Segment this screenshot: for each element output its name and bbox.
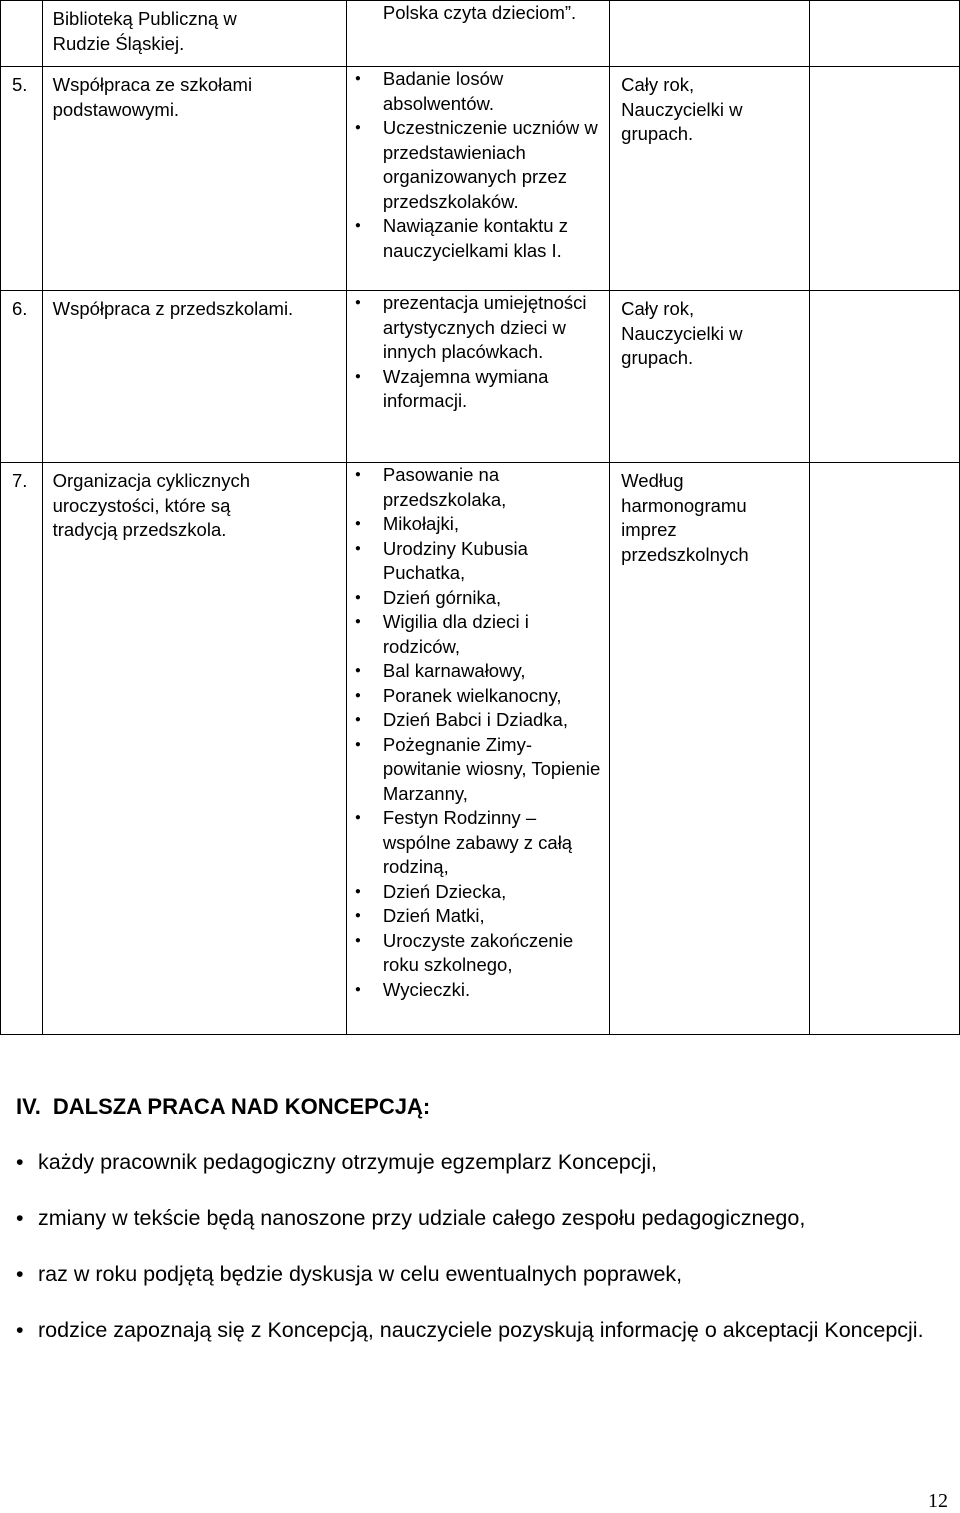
table-row [1,1,960,67]
activities-cell [346,1,609,67]
concept-item: • zmiany w tekście będą nanoszone przy udziale całego zespołu pedagogicznego, [16,1204,936,1233]
activities-list [347,1,609,26]
activity-item: ● Wzajemna wymiana informacji. [347,365,609,414]
timing-cell [610,463,809,1035]
task-text: Organizacja cyklicznych uroczystości, które są tradycją przedszkola. [52,470,251,540]
task-text: Współpraca ze szkołami podstawowymi. [52,74,253,120]
section-number: IV. [16,1094,41,1119]
section-heading [16,1092,936,1122]
activity-item: Polska czyta dzieciom”. [382,2,577,23]
activity-item: ● prezentacja umiejętności artystycznych dzieci w innych placówkach. [347,291,609,365]
activity-item: ● Wycieczki. [347,978,609,1003]
activity-item: ● Dzień Dziecka, [347,880,609,905]
row-number-cell [1,463,43,1035]
task-cell [42,463,346,1035]
concept-item: • raz w roku podjętą będzie dyskusja w celu ewentualnych poprawek, [16,1260,936,1289]
activity-item: ● Nawiązanie kontaktu z nauczycielkami klas I. [347,214,609,263]
row-number: 5. [12,74,28,95]
activity-item: ● Pożegnanie Zimy- powitanie wiosny, Topienie Marzanny, [347,733,609,807]
activity-item: ● Urodziny Kubusia Puchatka, [347,537,609,586]
empty-cell [809,463,959,1035]
activity-item: ● Badanie losów absolwentów. [347,67,609,116]
section-title: DALSZA PRACA NAD KONCEPCJĄ: [52,1094,431,1119]
activities-cell [346,67,609,291]
activity-item: ● Festyn Rodzinny – wspólne zabawy z całą rodziną, [347,806,609,880]
task-text: Biblioteką Publiczną w Rudzie Śląskiej. [52,8,237,54]
empty-cell [809,1,959,67]
empty-cell [809,67,959,291]
task-cell [42,67,346,291]
activity-item: ● Dzień Matki, [347,904,609,929]
row-number: 7. [12,470,28,491]
activities-cell [346,463,609,1035]
activity-item: ● Uroczyste zakończenie roku szkolnego, [347,929,609,978]
timing-text: Cały rok, Nauczycielki w grupach. [621,298,743,368]
concept-item: • każdy pracownik pedagogiczny otrzymuje egzemplarz Koncepcji, [16,1148,936,1177]
activity-item: ● Pasowanie na przedszkolaka, [347,463,609,512]
row-number-cell [1,291,43,463]
activity-item: ● Wigilia dla dzieci i rodziców, [347,610,609,659]
activity-item: ● Mikołajki, [347,512,609,537]
task-text: Współpraca z przedszkolami. [52,298,294,319]
activity-item: ● Bal karnawałowy, [347,659,609,684]
concept-item-text: rodzice zapoznają się z Koncepcją, nauczyciele pozyskują informację o akceptacji Koncepcji. [38,1318,924,1342]
row-number: 6. [12,298,28,319]
activities-cell [346,291,609,463]
page-number: 12 [928,1490,948,1512]
empty-cell [809,291,959,463]
timing-cell [610,1,809,67]
task-cell [42,1,346,67]
activity-item: ● Dzień Babci i Dziadka, [347,708,609,733]
row-number [12,1,42,7]
activity-item: ● Uczestniczenie uczniów w przedstawieniach organizowanych przez przedszkolaków. [347,116,609,214]
activity-item: ● Dzień górnika, [347,586,609,611]
concept-section [16,1092,936,1372]
timing-text: Według harmonogramu imprez przedszkolnych [621,470,749,565]
concept-item-wrap [16,1316,936,1345]
activities-list [347,67,609,263]
row-number-cell [1,67,43,291]
timing-text: Cały rok, Nauczycielki w grupach. [621,74,743,144]
table-row [1,67,960,291]
row-number-cell [1,1,43,67]
activities-list [347,463,609,1002]
activity-item: ● Poranek wielkanocny, [347,684,609,709]
table-row [1,291,960,463]
timing-cell [610,291,809,463]
concept-list [16,1148,936,1345]
task-cell [42,291,346,463]
timing-text [621,1,771,7]
table-body [1,1,960,1035]
activities-list [347,291,609,414]
table-row [1,463,960,1035]
timing-cell [610,67,809,291]
